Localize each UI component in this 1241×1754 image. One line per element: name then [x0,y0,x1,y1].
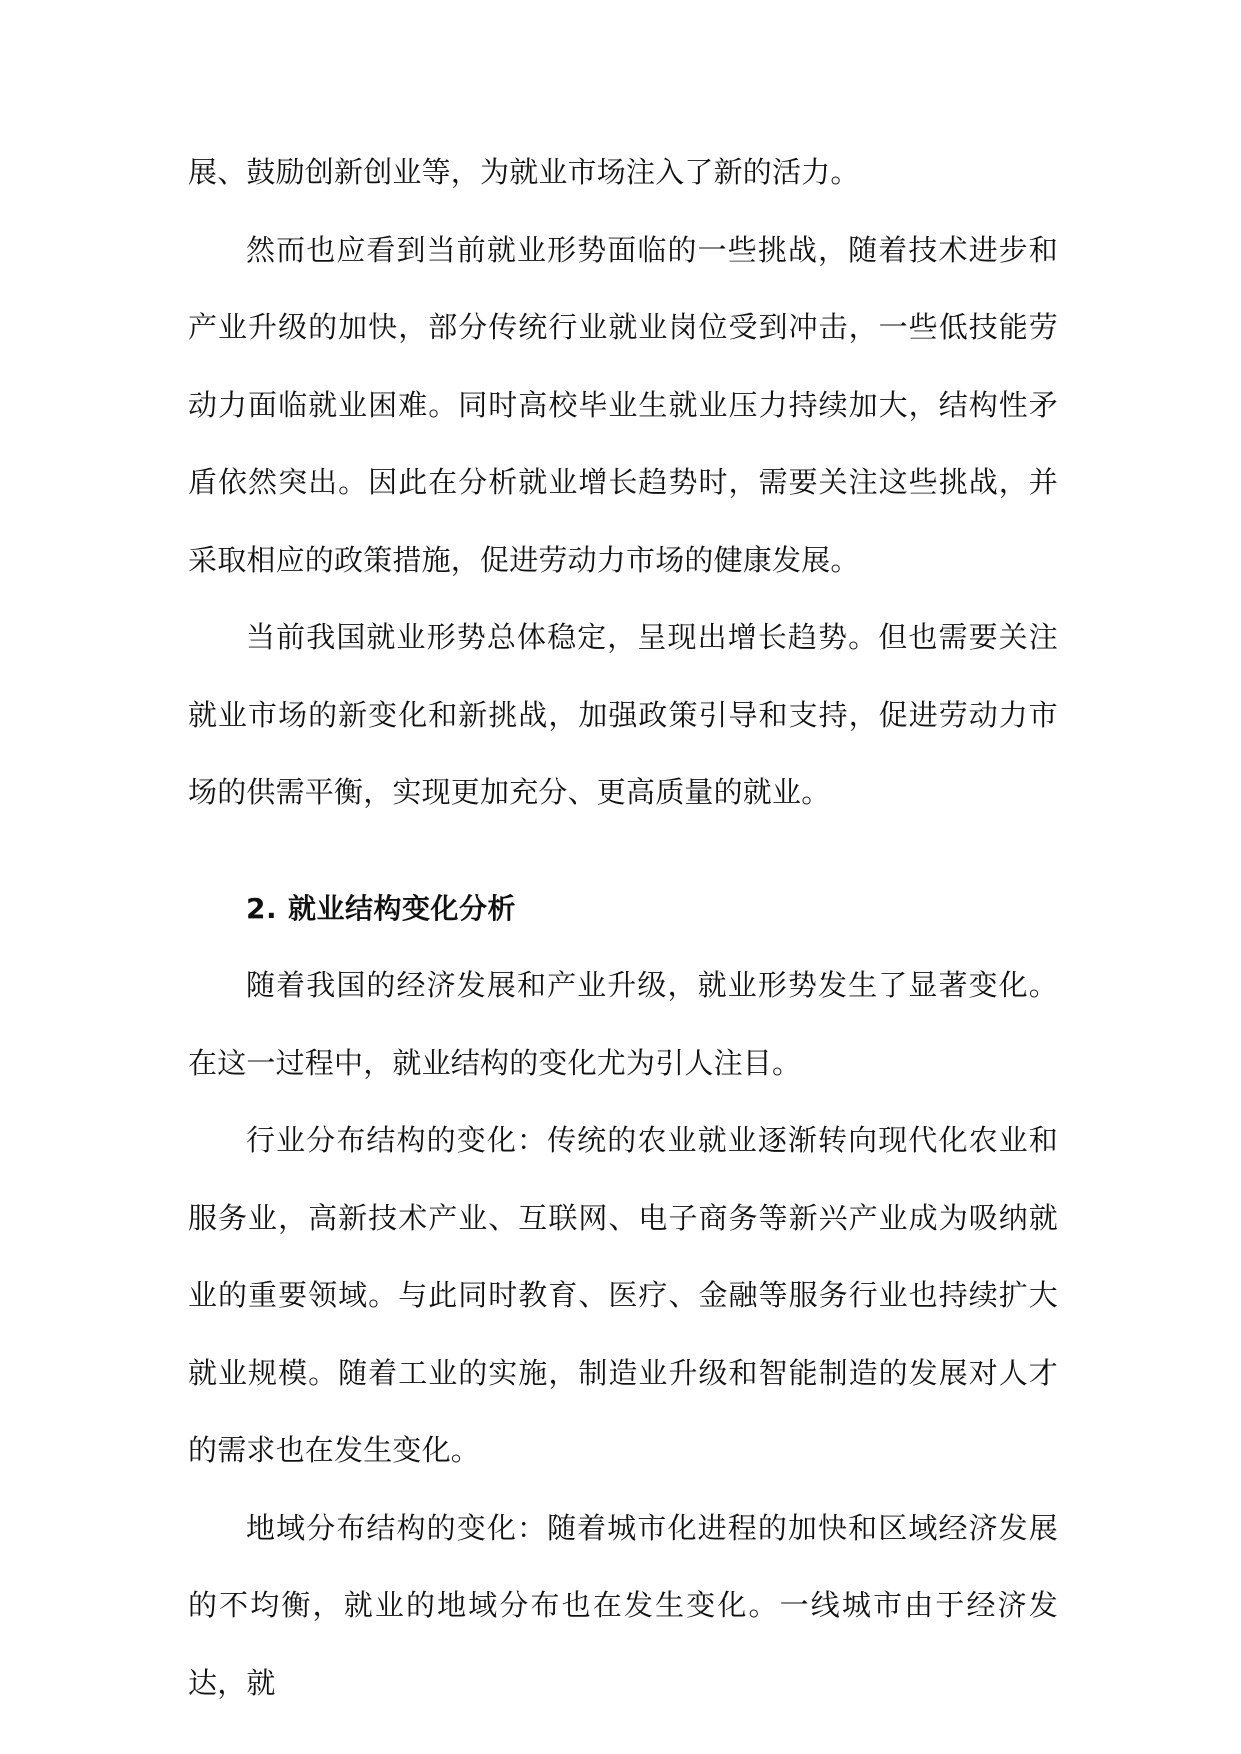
paragraph-challenges: 然而也应看到当前就业形势面临的一些挑战，随着技术进步和产业升级的加快，部分传统行业就业岗位受到冲击，一些低技能劳动力面临就业困难。同时高校毕业生就业压力持续加大，结构性矛盾依然突出。因此在分析就业增长趋势时，需要关注这些挑战，并采取相应的政策措施，促进劳动力市场的健康发展。 [188,232,1058,577]
section-number: 2. [246,891,278,925]
paragraph-intro: 随着我国的经济发展和产业升级，就业形势发生了显著变化。在这一过程中，就业结构的变化尤为引人注目。 [188,968,1058,1080]
paragraph-continuation: 展、鼓励创新创业等，为就业市场注入了新的活力。 [188,155,860,189]
paragraph-regional-structure: 地域分布结构的变化：随着城市化进程的加快和区域经济发展的不均衡，就业的地域分布也在发生变化。一线城市由于经济发达，就 [188,1510,1058,1700]
paragraph-summary: 当前我国就业形势总体稳定，呈现出增长趋势。但也需要关注就业市场的新变化和新挑战，加强政策引导和支持，促进劳动力市场的供需平衡，实现更加充分、更高质量的就业。 [188,620,1058,809]
paragraph-industry-structure: 行业分布结构的变化：传统的农业就业逐渐转向现代化农业和服务业，高新技术产业、互联网、电子商务等新兴产业成为吸纳就业的重要领域。与此同时教育、医疗、金融等服务行业也持续扩大就业规模。随着工业的实施，制造业升级和智能制造的发展对人才的需求也在发生变化。 [188,1123,1058,1467]
section-title: 就业结构变化分析 [288,891,517,925]
document-page [188,134,1058,1722]
section-heading [188,870,1058,948]
